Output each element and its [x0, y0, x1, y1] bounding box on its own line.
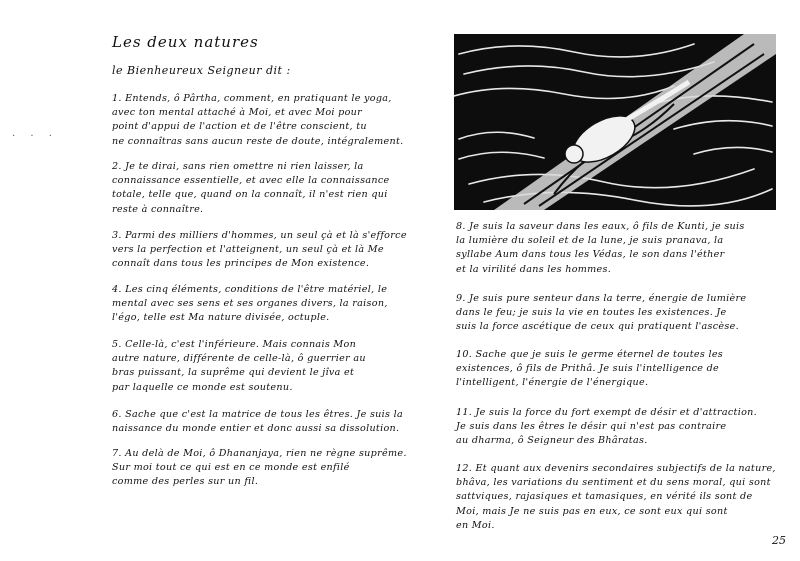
verse-4: 4. Les cinq éléments, conditions de l'être matériel, le mental avec ses sens et ses organes divers, la raison, l'égo, telle est Ma nature divisée, octuple.: [112, 284, 388, 324]
right-page: [420, 0, 800, 561]
verse-1: 1. Entends, ô Pârtha, comment, en pratiquant le yoga, avec ton mental attaché à Moi, et avec Moi pour point d'appui de l'action et de l'être conscient, tu ne connaîtras sans aucun reste de doute, intégralement.: [112, 93, 404, 147]
verse-11: 11. Je suis la force du fort exempt de désir et d'attraction. Je suis dans les êtres le désir qui n'est pas contraire au dharma, ô Seigneur des Bhâratas.: [456, 407, 757, 447]
verse-3: 3. Parmi des milliers d'hommes, un seul çà et là s'efforce vers la perfection et l'atteignent, un seul çà et là Me connaît dans tous les principes de Mon existence.: [112, 230, 407, 270]
verse-12: 12. Et quant aux devenirs secondaires subjectifs de la nature, bhâva, les variations du sentiment et du sens moral, qui sont sattviques, rajasiques et tamasiques, en vérité ils sont de Moi, mais Je ne suis pas en eux, ce sont eux qui sont en Moi.: [456, 463, 776, 531]
verse-8: 8. Je suis la saveur dans les eaux, ô fils de Kunti, je suis la lumière du soleil et de la lune, je suis pranava, la syllabe Aum dans tous les Védas, le son dans l'éther et la virilité dans les hommes.: [456, 221, 745, 275]
margin-marks: . . .: [12, 128, 58, 139]
verse-6: 6. Sache que c'est la matrice de tous les êtres. Je suis la naissance du monde entier et donc aussi sa dissolution.: [112, 409, 403, 435]
verse-7: 7. Au delà de Moi, ô Dhananjaya, rien ne règne suprême. Sur moi tout ce qui est en ce monde est enfilé comme des perles sur un fil.: [112, 448, 407, 488]
verse-2: 2. Je te dirai, sans rien omettre ni rien laisser, la connaissance essentielle, et avec elle la connaissance totale, telle que, quand on la connaît, il n'est rien qui reste à connaître.: [112, 161, 390, 215]
page-number: 25: [772, 534, 786, 547]
speaker-line: le Bienheureux Seigneur dit :: [112, 64, 291, 77]
chapter-title: Les deux natures: [112, 33, 259, 51]
verse-9: 9. Je suis pure senteur dans la terre, énergie de lumière dans le feu; je suis la vie en toutes les existences. Je suis la force ascétique de ceux qui pratiquent l'ascèse.: [456, 293, 747, 333]
verse-10: 10. Sache que je suis le germe éternel de toutes les existences, ô fils de Prithâ. Je suis l'intelligence de l'intelligent, l'énergie de l'énergique.: [456, 349, 724, 389]
verse-5: 5. Celle-là, c'est l'inférieure. Mais connais Mon autre nature, différente de celle-là, ô guerrier au bras puissant, la suprême qui devient le jîva et par laquelle ce monde est soutenu.: [112, 339, 366, 393]
